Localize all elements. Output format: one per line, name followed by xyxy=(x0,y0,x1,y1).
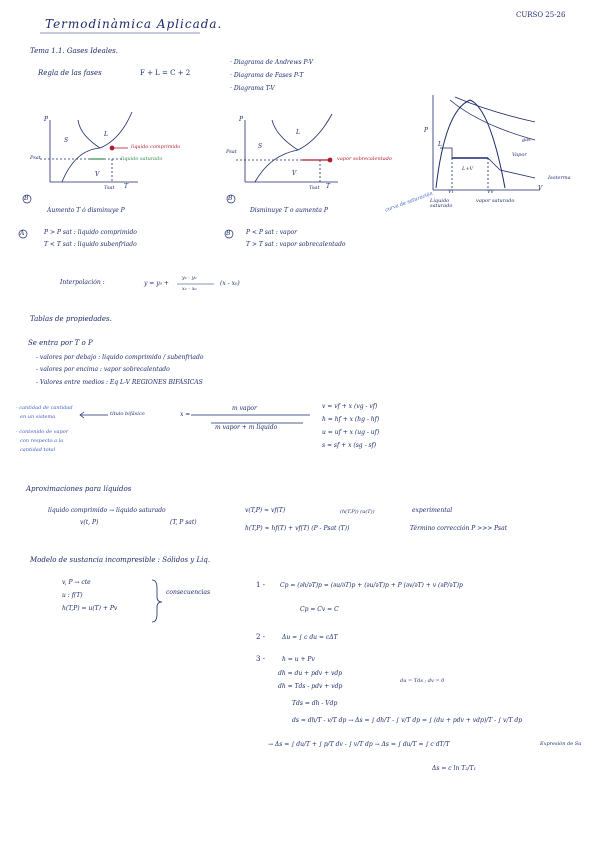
d1-region-s: S xyxy=(64,137,69,144)
tables-side-1a: - cantidad de cantidad xyxy=(16,405,73,411)
interp-label: Interpolación : xyxy=(60,279,105,286)
model-c3: h(T,P) = u(T) + Pv xyxy=(62,605,118,612)
model-e3f-note: Expresión de Su xyxy=(540,741,582,747)
case-b-marker: B xyxy=(226,230,231,237)
d2-axis-t: T xyxy=(326,183,331,190)
interp-lhs: y = y₀ + xyxy=(144,280,169,287)
case-b-line2: T > T sat : vapor sobrecalentado xyxy=(246,241,346,248)
tables-x-num: m vapor xyxy=(232,405,257,412)
model-e3b: dh = du + pdv + vdp xyxy=(278,670,343,677)
model-e3e: ds = dh/T - v/T dp → Δs = ∫ dh/T - ∫ v/T dp = ∫ (du + pdv + vdp)/T - ∫ v/T dp xyxy=(292,717,523,724)
model-e3d: Tds = dh - Vdp xyxy=(292,700,338,707)
d1-tsat: Tsat xyxy=(104,185,115,191)
d2-region-s: S xyxy=(258,143,263,150)
d3-label-vapor: Vapor xyxy=(512,152,527,158)
d2-region-v: V xyxy=(292,170,297,177)
model-e3g: Δs = c ln T₂/T₁ xyxy=(432,765,477,772)
d2-region-l: L xyxy=(296,129,300,136)
page-title: Termodinàmica Aplicada. xyxy=(45,17,223,31)
model-e1b: Cp = Cv = C xyxy=(300,606,339,613)
tables-bullet-2: - valores por encima : vapor sobrecalentado xyxy=(36,366,170,373)
d3-label-lv: L+V xyxy=(462,166,474,172)
course-label: CURSO 25-26 xyxy=(516,11,566,19)
d1-psat: Psat xyxy=(30,155,41,161)
phase-diagram-1 xyxy=(40,112,138,182)
d1-red-label: liquido comprimido xyxy=(131,144,181,150)
tables-heading: Tablas de propiedades. xyxy=(30,315,112,323)
d3-label-curve: curva de saturación xyxy=(384,190,434,214)
model-e3note: du = Tds ; dv = 0 xyxy=(400,678,445,684)
d1-caption: Aumento T ó disminuye P xyxy=(47,207,125,214)
d1-axis-p: P xyxy=(44,116,49,123)
tables-side-2c: cantidad total xyxy=(20,447,56,453)
tables-title-label: título bifásico xyxy=(110,411,145,417)
d1-green-label: liquido saturado xyxy=(121,156,163,162)
liquids-m1: v(T,P) ≈ vf(T) xyxy=(245,507,286,514)
model-brace-label: consecuencias xyxy=(166,589,211,596)
d3-axis-v: V xyxy=(538,185,543,192)
d3-label-vv: Vv xyxy=(487,189,494,195)
model-e3-num: 3 - xyxy=(256,655,266,663)
tables-eq-3: u = uf + x (ug - uf) xyxy=(322,429,380,436)
phase-rule-label: Regla de las fases xyxy=(38,69,102,77)
case-a-line2: T < T sat : liquido subenfriado xyxy=(44,241,137,248)
d1-marker: B xyxy=(24,195,29,202)
model-c1: v, P → cte xyxy=(62,579,91,586)
model-e2-num: 2 - xyxy=(256,633,266,641)
case-a-line1: P > P sat : liquido comprimido xyxy=(44,229,137,236)
d2-psat: Psat xyxy=(226,149,237,155)
liquids-r3: Término corrección P >>> Psat xyxy=(410,525,508,532)
tables-x-lhs: x = xyxy=(180,411,191,418)
interp-rhs: (x - x₀) xyxy=(220,280,240,287)
phase-diagram-2 xyxy=(236,114,338,182)
tables-eq-1: v = vf + x (vg - vf) xyxy=(322,403,378,410)
model-e1-num: 1 - xyxy=(256,581,266,589)
tables-eq-4: s = sf + x (sg - sf) xyxy=(322,442,377,449)
liquids-r2: experimental xyxy=(412,507,453,514)
model-e2: Δu = ∫ c du = cΔT xyxy=(282,634,338,641)
tables-side-2a: - contenido de vapor xyxy=(16,429,69,435)
d1-region-v: V xyxy=(95,171,100,178)
d2-axis-p: P xyxy=(239,116,244,123)
d3-label-l: L xyxy=(438,141,442,148)
liquids-r1: (h(T,P)) (u(T)) xyxy=(340,509,375,515)
d3-label-vl: Vl xyxy=(448,189,454,195)
tables-bullet-1: - valores por debajo : liquido comprimido / subenfriado xyxy=(36,354,204,361)
d2-caption: Disminuye T o aumenta P xyxy=(250,207,328,214)
d2-marker: B xyxy=(228,195,233,202)
d3-label-vap: vapor saturado xyxy=(476,198,515,204)
d3-label-gas: gas xyxy=(522,137,531,143)
d3-axis-p: P xyxy=(424,127,429,134)
model-e1: Cp = (∂h/∂T)p = (∂u/∂T)p + (∂u/∂T)p + P (∂v/∂T) + v (∂P/∂T)p xyxy=(280,582,463,589)
liquids-m3: h(T,P) ≈ hf(T) + vf(T) (P - Psat (T)) xyxy=(245,525,350,532)
interp-den: x₁ - x₀ xyxy=(182,286,197,292)
model-heading: Modelo de sustancia incompresible : Sólidos y Liq. xyxy=(30,556,211,564)
tables-side-2b: con respecto a la xyxy=(20,438,64,444)
d1-region-l: L xyxy=(104,131,108,138)
liquids-l1: líquido comprimido → líquido saturado xyxy=(48,507,166,514)
tables-eq-2: h = hf + x (hg - hf) xyxy=(322,416,380,423)
liquids-l3: (T, P sat) xyxy=(170,519,197,526)
tables-bullet-3: - Valores entre medios : Eq L-V REGIONES BIFÁSICAS xyxy=(36,379,203,386)
interp-num: y₁ - y₀ xyxy=(182,275,197,281)
d3-label-isotherm: Isoterma xyxy=(548,175,571,181)
liquids-heading: Aproximaciones para líquidos xyxy=(26,485,132,493)
model-e3c: dh = Tds - pdv + vdp xyxy=(278,683,343,690)
diagram-list-item-1: · Diagrama de Andrews P-V xyxy=(230,59,314,66)
diagram-list-item-2: · Diagrama de Fases P-T xyxy=(230,72,304,79)
topic-heading: Tema 1.1. Gases Ideales. xyxy=(30,47,118,55)
tables-side-1b: en un sistema xyxy=(20,414,56,420)
tables-x-den: m vapor + m líquido xyxy=(215,424,278,431)
d2-red-label: vapor sobrecalentado xyxy=(337,156,392,162)
model-c2: u : f(T) xyxy=(62,592,83,599)
tables-intro: Se entra por T o P xyxy=(28,339,93,347)
liquids-l2: v(t, P) xyxy=(80,519,99,526)
model-e3f: → Δs = ∫ du/T + ∫ p/T dv - ∫ v/T dp → Δs = ∫ du/T = ∫ c dT/T xyxy=(268,741,450,748)
model-e3a: h = u + Pv xyxy=(282,656,315,663)
d2-tsat: Tsat xyxy=(309,185,320,191)
phase-rule-formula: F + L = C + 2 xyxy=(140,69,191,77)
d1-axis-t: T xyxy=(124,183,129,190)
case-b-line1: P < P sat : vapor xyxy=(246,229,298,236)
diagram-list-item-3: · Diagrama T-V xyxy=(230,85,275,92)
brace xyxy=(152,580,162,622)
d3-label-liq: Liquido saturado xyxy=(430,198,453,209)
case-a-marker: A xyxy=(20,230,25,237)
